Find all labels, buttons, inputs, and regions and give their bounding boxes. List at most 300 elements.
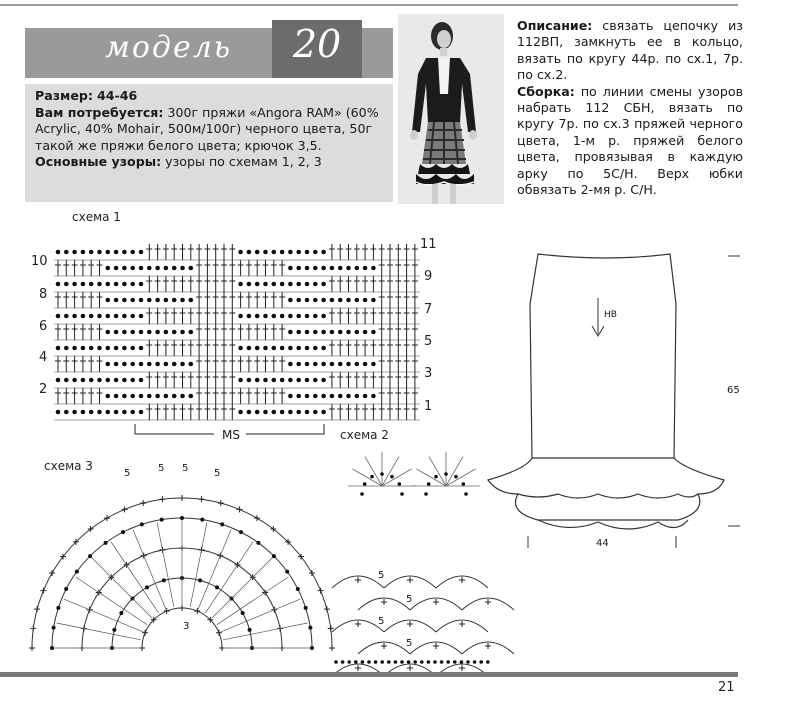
stitch-mark (246, 388, 252, 404)
stitch-dot (139, 394, 144, 399)
chain-dot (453, 660, 457, 664)
stitch-mark (80, 388, 86, 404)
stitch-mark (196, 388, 202, 404)
stitch-mark (213, 388, 219, 404)
stitch-mark (88, 388, 94, 404)
stitch-mark (362, 244, 368, 260)
stitch-dot (355, 298, 360, 303)
stitch-dot (81, 378, 86, 383)
stitch-dot (272, 282, 277, 287)
arch-stitch (485, 599, 491, 605)
stitch-mark (221, 244, 227, 260)
stitch-dot (139, 250, 144, 255)
stitch-mark (379, 244, 385, 260)
stitch-mark (395, 372, 401, 388)
stitch-dot (180, 298, 185, 303)
stitch-mark (163, 340, 169, 356)
stitch-dot (288, 282, 293, 287)
stitch-dot (296, 266, 301, 271)
stitch-mark (188, 308, 194, 324)
stitch-dot (272, 346, 277, 351)
stitch-mark (72, 292, 78, 308)
stitch-dot (272, 378, 277, 383)
chain-dot (361, 660, 365, 664)
fan-dot (121, 530, 125, 534)
stitch-mark (379, 356, 385, 372)
stitch-dot (247, 250, 252, 255)
fan-dot (200, 518, 204, 522)
stitch-dot (106, 330, 111, 335)
model-title: модель (105, 30, 233, 65)
stitch-dot (147, 298, 152, 303)
stitch-dot (296, 250, 301, 255)
stitch-mark (404, 340, 410, 356)
stitch-mark (204, 308, 210, 324)
stitch-dot (155, 362, 160, 367)
stitch-dot (280, 282, 285, 287)
description-label: Описание: (517, 18, 593, 33)
stitch-dot (313, 362, 318, 367)
stitch-dot (64, 410, 69, 415)
arch-stitch (407, 665, 413, 671)
stitch-dot (288, 362, 293, 367)
fan-dot (180, 516, 184, 520)
fan-stitch (446, 469, 475, 486)
stitch-dot (238, 250, 243, 255)
chain-dot (473, 660, 477, 664)
fan-dot (360, 492, 364, 496)
stitch-mark (171, 308, 177, 324)
fan-dot (444, 472, 448, 476)
stitch-mark (379, 292, 385, 308)
arch-stitch (381, 599, 387, 605)
stitch-dot (313, 266, 318, 271)
scheme3-chart (32, 458, 342, 668)
stitch-dot (313, 346, 318, 351)
fan-stitch (324, 606, 330, 612)
stitch-mark (379, 260, 385, 276)
stitch-dot (296, 330, 301, 335)
stitch-dot (139, 266, 144, 271)
chain-dot (433, 660, 437, 664)
stitch-dot (106, 282, 111, 287)
stitch-mark (80, 292, 86, 308)
stitch-dot (64, 282, 69, 287)
stitch-dot (56, 410, 61, 415)
stitch-dot (155, 394, 160, 399)
stitch-mark (55, 356, 61, 372)
fan-stitch (199, 496, 205, 502)
stitch-mark (370, 404, 376, 420)
fan-stitch (236, 506, 242, 512)
stitch-dot (313, 314, 318, 319)
stitch-mark (221, 324, 227, 340)
scheme1-row-8: 8 (39, 287, 48, 302)
stitch-dot (305, 266, 310, 271)
stitch-mark (188, 340, 194, 356)
stitch-dot (321, 282, 326, 287)
chain-dot (400, 660, 404, 664)
stitch-mark (387, 324, 393, 340)
page-number: 21 (718, 680, 735, 695)
stitch-mark (395, 292, 401, 308)
stitch-dot (72, 346, 77, 351)
stitch-dot (72, 250, 77, 255)
stitch-mark (238, 388, 244, 404)
stitch-dot (130, 394, 135, 399)
fan-stitch (365, 457, 382, 486)
arch-stitch (407, 621, 413, 627)
stitch-mark (80, 260, 86, 276)
stitch-mark (412, 244, 418, 260)
chain-dot (354, 660, 358, 664)
stitch-dot (263, 378, 268, 383)
stitch-mark (354, 372, 360, 388)
stitch-mark (72, 324, 78, 340)
stitch-dot (139, 362, 144, 367)
stitch-mark (204, 404, 210, 420)
stitch-dot (122, 378, 127, 383)
stitch-mark (412, 260, 418, 276)
fan-dot (390, 475, 394, 479)
stitch-mark (346, 308, 352, 324)
stitch-dot (263, 346, 268, 351)
stitch-dot (355, 330, 360, 335)
materials-label: Вам потребуется: (35, 104, 164, 120)
stitch-dot (89, 250, 94, 255)
stitch-mark (213, 260, 219, 276)
stitch-dot (330, 362, 335, 367)
stitch-dot (363, 298, 368, 303)
stitch-dot (313, 394, 318, 399)
stitch-dot (164, 298, 169, 303)
stitch-dot (346, 394, 351, 399)
stitch-mark (387, 388, 393, 404)
stitch-dot (305, 394, 310, 399)
stitch-dot (81, 410, 86, 415)
stitch-mark (155, 372, 161, 388)
stitch-mark (329, 404, 335, 420)
stitch-mark (354, 404, 360, 420)
stitch-mark (163, 404, 169, 420)
stitch-mark (229, 340, 235, 356)
stitch-dot (114, 410, 119, 415)
stitch-dot (313, 410, 318, 415)
fan-ray (91, 557, 152, 618)
stitch-mark (387, 404, 393, 420)
stitch-dot (272, 314, 277, 319)
fan-stitch (142, 630, 148, 636)
chain-dot (427, 660, 431, 664)
skirt-width: 44 (596, 538, 609, 549)
stitch-dot (321, 378, 326, 383)
stitch-mark (395, 308, 401, 324)
stitch-mark (97, 388, 103, 404)
scheme1-row-5: 5 (424, 334, 433, 349)
stitch-dot (130, 330, 135, 335)
stitch-mark (279, 388, 285, 404)
stitch-mark (404, 372, 410, 388)
stitch-dot (321, 298, 326, 303)
arch-stitch (355, 577, 361, 583)
stitch-dot (56, 250, 61, 255)
stitch-dot (114, 378, 119, 383)
chain-dot (347, 660, 351, 664)
scheme2-count-2: 5 (406, 594, 413, 605)
stitch-mark (163, 372, 169, 388)
stitch-mark (229, 308, 235, 324)
stitch-dot (247, 314, 252, 319)
fan-stitch (40, 588, 46, 594)
stitch-mark (146, 244, 152, 260)
stitch-dot (238, 314, 243, 319)
fan-stitch (382, 469, 411, 486)
fan-stitch (446, 457, 463, 486)
stitch-mark (196, 244, 202, 260)
stitch-dot (338, 330, 343, 335)
stitch-dot (139, 314, 144, 319)
stitch-mark (204, 244, 210, 260)
fan-stitch (329, 645, 335, 651)
stitch-mark (72, 388, 78, 404)
fan-stitch (159, 496, 165, 502)
stitch-dot (371, 394, 376, 399)
stitch-mark (271, 324, 277, 340)
stitch-mark (354, 244, 360, 260)
stitch-mark (362, 276, 368, 292)
stitch-dot (180, 266, 185, 271)
stitch-mark (188, 276, 194, 292)
arch-stitch (407, 577, 413, 583)
arch-stitch (433, 599, 439, 605)
stitch-dot (313, 282, 318, 287)
stitch-dot (296, 378, 301, 383)
stitch-mark (88, 356, 94, 372)
stitch-mark (188, 244, 194, 260)
stitch-mark (337, 372, 343, 388)
stitch-mark (88, 292, 94, 308)
stitch-dot (81, 282, 86, 287)
stitch-mark (221, 356, 227, 372)
stitch-mark (395, 340, 401, 356)
fan-dot (88, 554, 92, 558)
stitch-mark (188, 372, 194, 388)
stitch-mark (412, 292, 418, 308)
stitch-mark (362, 404, 368, 420)
stitch-dot (247, 282, 252, 287)
stitch-mark (97, 292, 103, 308)
stitch-dot (346, 298, 351, 303)
stitch-mark (72, 356, 78, 372)
fan-stitch (49, 570, 55, 576)
stitch-mark (337, 244, 343, 260)
arch-stitch (459, 665, 465, 671)
stitch-dot (97, 410, 102, 415)
stitch-dot (114, 394, 119, 399)
stitch-dot (155, 266, 160, 271)
stitch-mark (171, 244, 177, 260)
chain-dot (446, 660, 450, 664)
stitch-mark (204, 276, 210, 292)
fan-dot (424, 492, 428, 496)
stitch-mark (221, 260, 227, 276)
stitch-mark (337, 340, 343, 356)
stitch-dot (164, 362, 169, 367)
stitch-dot (64, 314, 69, 319)
stitch-mark (80, 356, 86, 372)
stitch-mark (337, 276, 343, 292)
fan-dot (215, 585, 219, 589)
stitch-mark (337, 404, 343, 420)
stitch-mark (196, 308, 202, 324)
stitch-mark (254, 292, 260, 308)
stitch-mark (254, 260, 260, 276)
stitch-dot (288, 410, 293, 415)
stitch-dot (72, 282, 77, 287)
stitch-dot (164, 394, 169, 399)
fan-stitch (30, 625, 36, 631)
stitch-dot (338, 362, 343, 367)
arch-stitch (355, 665, 361, 671)
fan-stitch (216, 630, 222, 636)
fan-dot (304, 606, 308, 610)
stitch-mark (387, 276, 393, 292)
chain-dot (387, 660, 391, 664)
fan-stitch (34, 606, 40, 612)
fan-stitch (164, 608, 170, 614)
stitch-dot (371, 330, 376, 335)
stitch-dot (330, 330, 335, 335)
fan-stitch (218, 500, 224, 506)
stitch-dot (263, 250, 268, 255)
stitch-mark (97, 260, 103, 276)
stitch-dot (114, 250, 119, 255)
stitch-mark (221, 308, 227, 324)
stitch-dot (330, 298, 335, 303)
stitch-mark (370, 340, 376, 356)
fan-dot (308, 626, 312, 630)
stitch-dot (363, 266, 368, 271)
stitch-dot (305, 314, 310, 319)
stitch-mark (279, 356, 285, 372)
stitch-mark (346, 340, 352, 356)
model-number: 20 (292, 22, 342, 66)
stitch-dot (97, 314, 102, 319)
stitch-mark (370, 308, 376, 324)
fan-dot (363, 482, 367, 486)
stitch-dot (189, 394, 194, 399)
stitch-mark (146, 308, 152, 324)
fan-stitch (309, 570, 315, 576)
stitch-dot (288, 314, 293, 319)
stitch-dot (338, 394, 343, 399)
stitch-mark (354, 308, 360, 324)
scheme2-chart (322, 446, 502, 666)
stitch-mark (271, 260, 277, 276)
stitch-dot (321, 346, 326, 351)
stitch-dot (288, 346, 293, 351)
stitch-dot (56, 346, 61, 351)
stitch-mark (329, 244, 335, 260)
stitch-mark (88, 260, 94, 276)
stitch-mark (387, 356, 393, 372)
stitch-mark (163, 244, 169, 260)
stitch-dot (263, 410, 268, 415)
fan-dot (434, 475, 438, 479)
stitch-mark (404, 308, 410, 324)
materials-line (35, 105, 383, 155)
scheme1-row-10: 10 (31, 254, 48, 269)
stitch-mark (204, 324, 210, 340)
stitch-mark (229, 260, 235, 276)
arch-stitch (459, 577, 465, 583)
stitch-mark (221, 388, 227, 404)
chain-dot (380, 660, 384, 664)
stitch-dot (130, 346, 135, 351)
stitch-mark (404, 324, 410, 340)
stitch-dot (263, 314, 268, 319)
stitch-dot (263, 282, 268, 287)
fan-dot (310, 646, 314, 650)
stitch-mark (362, 308, 368, 324)
scheme3-count-3: 5 (182, 463, 189, 474)
stitch-mark (196, 340, 202, 356)
stitch-dot (172, 362, 177, 367)
stitch-mark (370, 244, 376, 260)
fan-stitch (382, 457, 399, 486)
stitch-mark (412, 276, 418, 292)
stitch-mark (346, 372, 352, 388)
stitch-dot (97, 378, 102, 383)
stitch-dot (97, 282, 102, 287)
stitch-mark (204, 292, 210, 308)
stitch-dot (139, 378, 144, 383)
stitch-mark (196, 356, 202, 372)
fan-dot (248, 628, 252, 632)
fan-dot (296, 587, 300, 591)
stitch-mark (238, 324, 244, 340)
stitch-mark (254, 356, 260, 372)
stitch-dot (238, 346, 243, 351)
stitch-mark (229, 404, 235, 420)
stitch-dot (296, 314, 301, 319)
stitch-dot (355, 362, 360, 367)
stitch-dot (114, 266, 119, 271)
stitch-mark (279, 260, 285, 276)
stitch-mark (279, 324, 285, 340)
stitch-dot (164, 266, 169, 271)
patterns-label: Основные узоры: (35, 154, 162, 169)
stitch-mark (163, 308, 169, 324)
stitch-dot (180, 362, 185, 367)
stitch-dot (313, 298, 318, 303)
scheme2-count-1: 5 (378, 570, 385, 581)
stitch-dot (106, 346, 111, 351)
stitch-mark (395, 388, 401, 404)
stitch-dot (56, 378, 61, 383)
stitch-mark (155, 308, 161, 324)
stitch-mark (412, 372, 418, 388)
stitch-dot (122, 314, 127, 319)
stitch-dot (305, 250, 310, 255)
fan-dot (464, 492, 468, 496)
stitch-dot (330, 266, 335, 271)
stitch-mark (180, 404, 186, 420)
stitch-mark (229, 292, 235, 308)
stitch-dot (363, 330, 368, 335)
stitch-mark (63, 324, 69, 340)
stitch-mark (171, 276, 177, 292)
